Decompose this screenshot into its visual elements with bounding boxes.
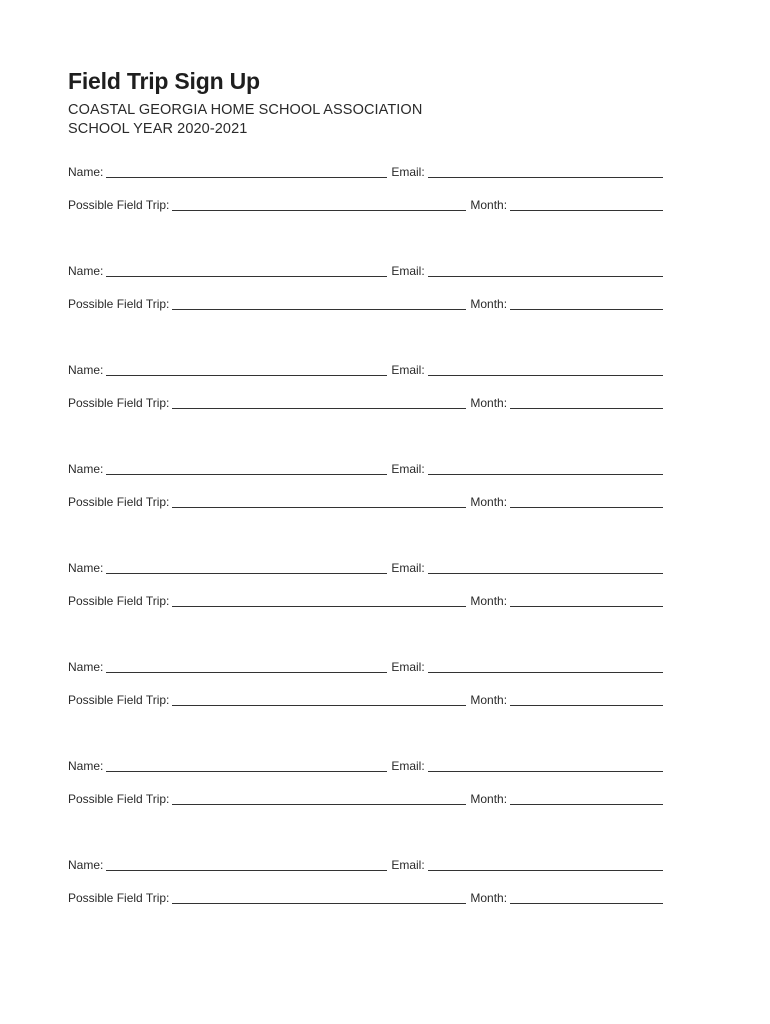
name-email-row [68,262,663,278]
signup-entry [68,361,663,411]
field-trip-label: Possible Field Trip: [68,594,170,608]
page-title: Field Trip Sign Up [68,68,260,94]
name-label: Name: [68,858,104,872]
field-trip-label: Possible Field Trip: [68,396,170,410]
month-label: Month: [470,693,508,707]
name-field[interactable] [106,177,387,178]
month-label: Month: [470,891,508,905]
trip-month-row [68,889,663,905]
email-label: Email: [391,165,425,179]
field-trip-field[interactable] [172,606,466,607]
field-trip-field[interactable] [172,804,466,805]
trip-month-row [68,592,663,608]
signup-entry [68,262,663,312]
field-trip-field[interactable] [172,408,466,409]
name-label: Name: [68,462,104,476]
trip-month-row [68,691,663,707]
trip-month-row [68,394,663,410]
month-field[interactable] [510,804,663,805]
email-label: Email: [391,660,425,674]
trip-month-row [68,493,663,509]
name-email-row [68,361,663,377]
trip-month-row [68,790,663,806]
organization-name: COASTAL GEORGIA HOME SCHOOL ASSOCIATION [68,102,423,118]
name-field[interactable] [106,672,387,673]
email-label: Email: [391,759,425,773]
signup-entry [68,658,663,708]
field-trip-field[interactable] [172,507,466,508]
month-field[interactable] [510,705,663,706]
email-label: Email: [391,462,425,476]
name-label: Name: [68,759,104,773]
name-email-row [68,460,663,476]
field-trip-label: Possible Field Trip: [68,792,170,806]
name-email-row [68,163,663,179]
email-field[interactable] [428,276,663,277]
name-label: Name: [68,561,104,575]
month-label: Month: [470,495,508,509]
signup-entry [68,559,663,609]
email-field[interactable] [428,375,663,376]
email-field[interactable] [428,474,663,475]
name-field[interactable] [106,276,387,277]
name-email-row [68,658,663,674]
field-trip-label: Possible Field Trip: [68,495,170,509]
month-field[interactable] [510,507,663,508]
email-field[interactable] [428,573,663,574]
name-field[interactable] [106,573,387,574]
name-label: Name: [68,660,104,674]
field-trip-label: Possible Field Trip: [68,693,170,707]
signup-entry [68,163,663,213]
name-email-row [68,856,663,872]
email-label: Email: [391,264,425,278]
field-trip-field[interactable] [172,309,466,310]
email-field[interactable] [428,771,663,772]
month-label: Month: [470,396,508,410]
email-field[interactable] [428,870,663,871]
signup-entry [68,757,663,807]
field-trip-field[interactable] [172,210,466,211]
email-label: Email: [391,363,425,377]
month-field[interactable] [510,210,663,211]
month-label: Month: [470,198,508,212]
month-label: Month: [470,297,508,311]
month-field[interactable] [510,606,663,607]
month-label: Month: [470,792,508,806]
field-trip-label: Possible Field Trip: [68,891,170,905]
email-label: Email: [391,858,425,872]
name-email-row [68,559,663,575]
trip-month-row [68,295,663,311]
name-field[interactable] [106,375,387,376]
field-trip-label: Possible Field Trip: [68,297,170,311]
month-label: Month: [470,594,508,608]
field-trip-field[interactable] [172,705,466,706]
month-field[interactable] [510,309,663,310]
month-field[interactable] [510,408,663,409]
field-trip-label: Possible Field Trip: [68,198,170,212]
email-label: Email: [391,561,425,575]
school-year: SCHOOL YEAR 2020-2021 [68,121,248,137]
name-label: Name: [68,363,104,377]
name-field[interactable] [106,474,387,475]
name-field[interactable] [106,870,387,871]
name-label: Name: [68,165,104,179]
signup-entry [68,856,663,906]
name-label: Name: [68,264,104,278]
field-trip-field[interactable] [172,903,466,904]
signup-entry [68,460,663,510]
name-field[interactable] [106,771,387,772]
name-email-row [68,757,663,773]
email-field[interactable] [428,177,663,178]
trip-month-row [68,196,663,212]
month-field[interactable] [510,903,663,904]
email-field[interactable] [428,672,663,673]
